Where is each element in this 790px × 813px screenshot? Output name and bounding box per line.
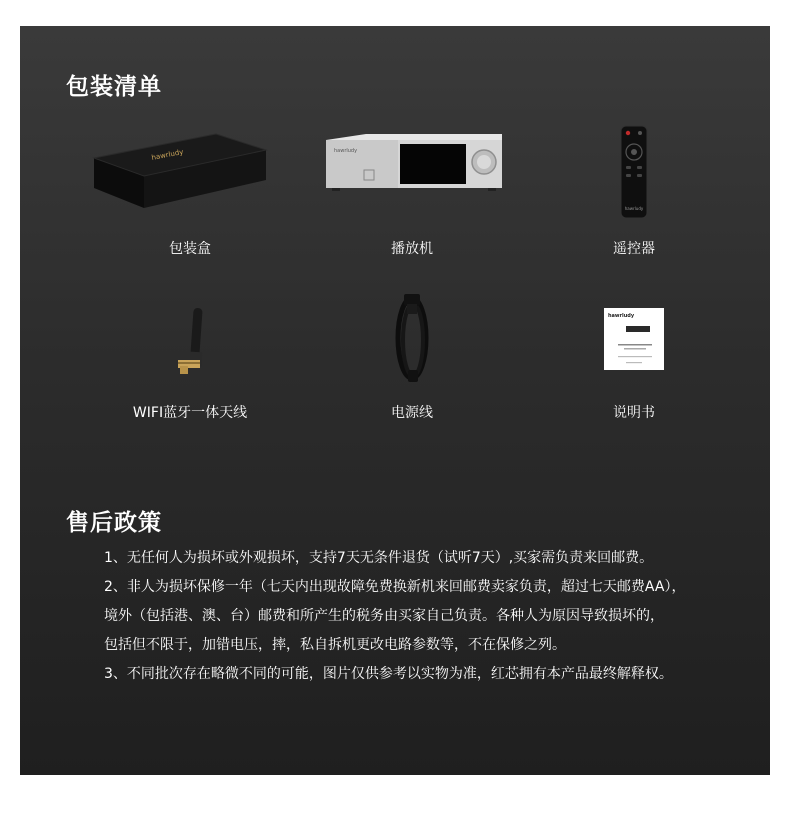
policy-line-3: 3、不同批次存在略微不同的可能，图片仅供参考以实物为准，红芯拥有本产品最终解释权。	[104, 666, 673, 682]
manual-image	[534, 304, 734, 374]
player-label: 播放机	[391, 241, 433, 257]
antenna-label: WIFI蓝牙一体天线	[132, 405, 248, 421]
policy-line-2-end: 包括但不限于，加错电压，摔，私自拆机更改电路参数等，不在保修之列。	[104, 637, 566, 653]
box-brand-text: hawrludy	[150, 147, 185, 162]
manual-label: 说明书	[613, 405, 655, 421]
power-cord-image	[312, 288, 512, 384]
manual-brand-text: hawrludy	[608, 313, 635, 319]
policy-line-2-continued: 境外（包括港、澳、台）邮费和所产生的税务由买家自己负责。各种人为原因导致损坏的，	[104, 608, 664, 624]
after-sales-title: 售后政策	[66, 510, 162, 536]
policy-line-1: 1、无任何人为损坏或外观损坏，支持7天无条件退货（试听7天）,买家需负责来回邮费。	[104, 550, 654, 566]
player-image	[312, 120, 512, 220]
remote-label: 遥控器	[613, 241, 655, 257]
antenna-image	[90, 304, 290, 384]
power-cord-label: 电源线	[391, 405, 433, 421]
packing-list-title: 包装清单	[66, 74, 162, 100]
after-sales-policy	[80, 544, 730, 689]
policy-line-2: 2、非人为损坏保修一年（七天内出现故障免费换新机来回邮费卖家负责，超过七天邮费AA），	[104, 579, 686, 595]
remote-image	[534, 120, 734, 224]
package-box-image	[90, 120, 290, 220]
package-box-label: 包装盒	[169, 241, 211, 257]
player-brand-text: hawrludy	[334, 148, 358, 154]
remote-brand-text: hawrludy	[624, 206, 644, 211]
